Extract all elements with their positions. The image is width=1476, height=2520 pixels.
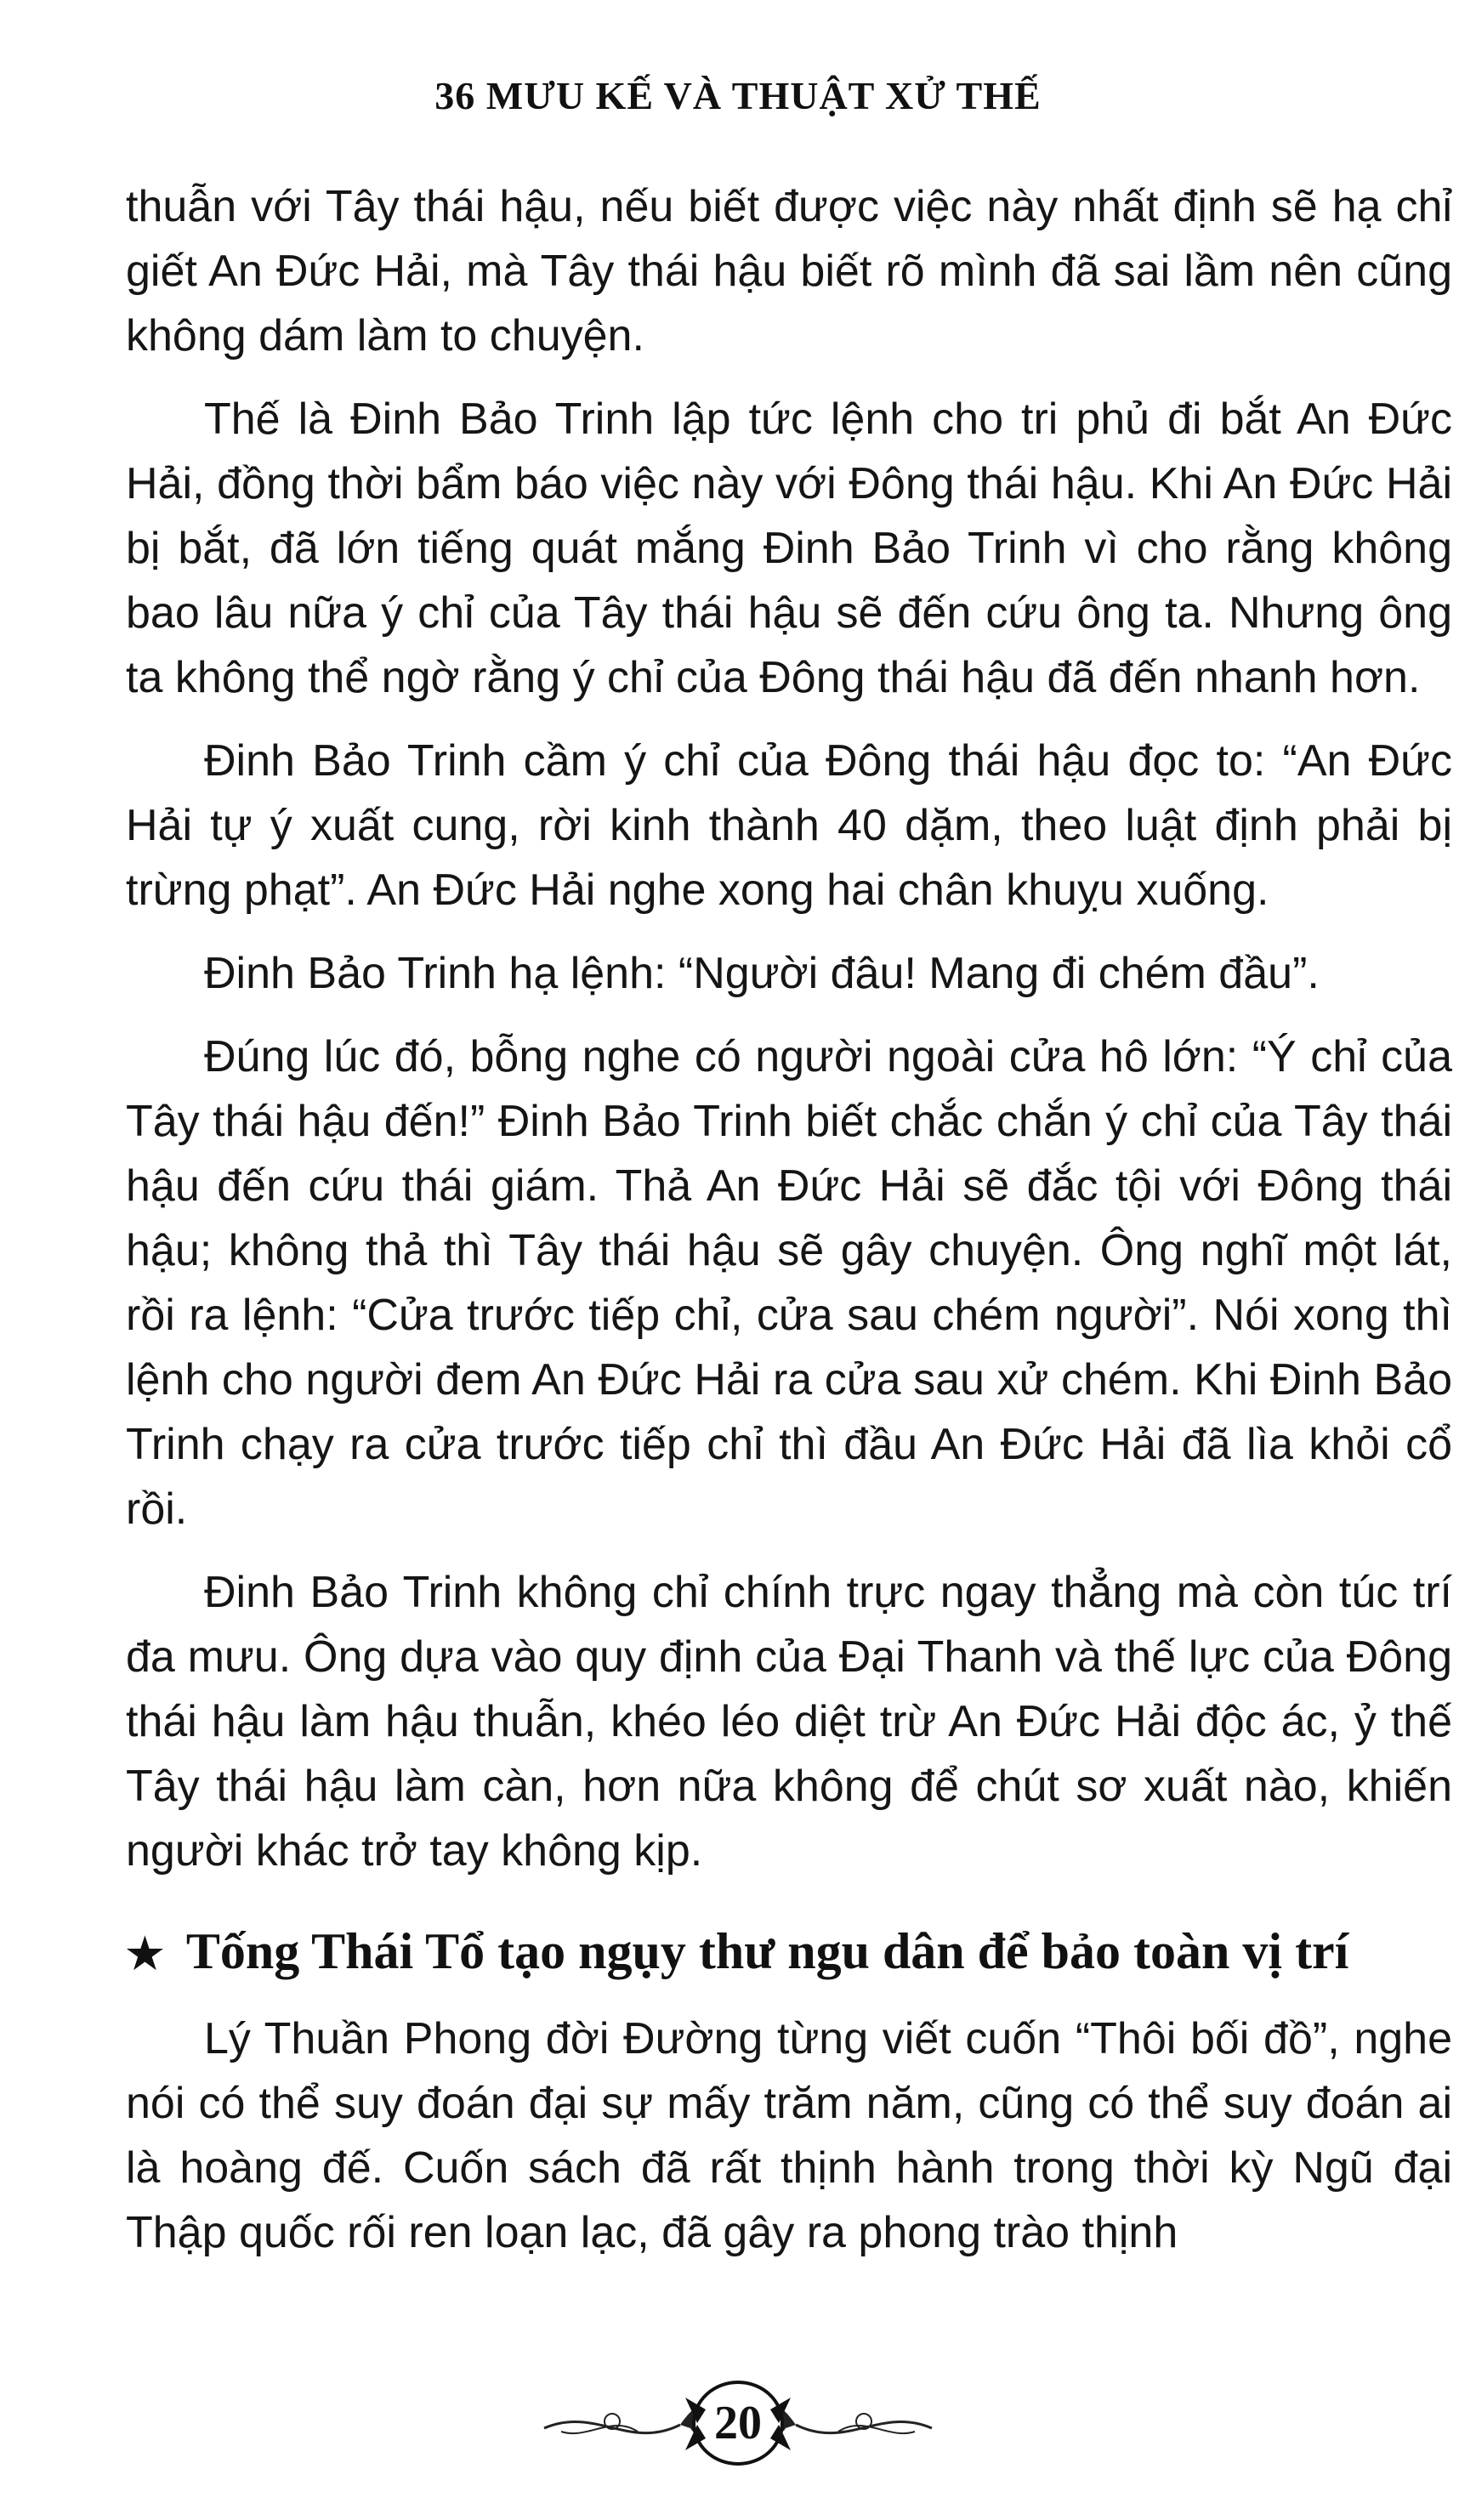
paragraph: Lý Thuần Phong đời Đường từng viết cuốn “Thôi bối đồ”, nghe nói có thể suy đoán đại sự mấy trăm năm, cũng có thể suy đoán ai là hoàng đế. Cuốn sách đã rất thịnh hành trong thời kỳ Ngũ đại Thập quốc rối ren loạn lạc, đã gây ra phong trào thịnh: [126, 2014, 1452, 2257]
page-number: 20: [714, 2397, 762, 2449]
paragraph: Đinh Bảo Trinh không chỉ chính trực ngay thẳng mà còn túc trí đa mưu. Ông dựa vào quy định của Đại Thanh và thế lực của Đông thái hậu làm hậu thuẫn, khéo léo diệt trừ An Đức Hải độc ác, ỷ thế Tây thái hậu làm càn, hơn nữa không để chút sơ xuất nào, khiến người khác trở tay không kịp.: [126, 1568, 1452, 1876]
paragraph: Đinh Bảo Trinh cầm ý chỉ của Đông thái hậu đọc to: “An Đức Hải tự ý xuất cung, rời kinh thành 40 dặm, theo luật định phải bị trừng phạt”. An Đức Hải nghe xong hai chân khuỵu xuống.: [126, 736, 1452, 915]
running-header: 36 MƯU KẾ VÀ THUẬT XỬ THẾ: [434, 74, 1042, 117]
paragraph: Đúng lúc đó, bỗng nghe có người ngoài cửa hô lớn: “Ý chỉ của Tây thái hậu đến!” Đinh Bảo Trinh biết chắc chắn ý chỉ của Tây thái hậu đến cứu thái giám. Thả An Đức Hải sẽ đắc tội với Đông thái hậu; không thả thì Tây thái hậu sẽ gây chuyện. Ông nghĩ một lát, rồi ra lệnh: “Cửa trước tiếp chỉ, cửa sau chém người”. Nói xong thì lệnh cho người đem An Đức Hải ra cửa sau xử chém. Khi Đinh Bảo Trinh chạy ra cửa trước tiếp chỉ thì đầu An Đức Hải đã lìa khỏi cổ rồi.: [126, 1032, 1452, 1534]
paragraph-continued: thuẫn với Tây thái hậu, nếu biết được việc này nhất định sẽ hạ chỉ giết An Đức Hải, mà Tây thái hậu biết rõ mình đã sai lầm nên cũng không dám làm to chuyện.: [126, 182, 1452, 360]
paragraph: Thế là Đinh Bảo Trinh lập tức lệnh cho tri phủ đi bắt An Đức Hải, đồng thời bẩm báo việc này với Đông thái hậu. Khi An Đức Hải bị bắt, đã lớn tiếng quát mắng Đinh Bảo Trinh vì cho rằng không bao lâu nữa ý chỉ của Tây thái hậu sẽ đến cứu ông ta. Nhưng ông ta không thể ngờ rằng ý chỉ của Đông thái hậu đã đến nhanh hơn.: [126, 394, 1452, 702]
page-footer: [0, 2372, 1476, 2483]
paragraph: Đinh Bảo Trinh hạ lệnh: “Người đâu! Mang đi chém đầu”.: [204, 949, 1320, 998]
star-bullet-icon: ★: [126, 1930, 164, 1978]
body-text: [126, 174, 1452, 2284]
section-heading-text: Tống Thái Tổ tạo ngụy thư ngu dân để bảo toàn vị trí: [185, 1923, 1349, 1979]
section-heading: [126, 1917, 1452, 1988]
